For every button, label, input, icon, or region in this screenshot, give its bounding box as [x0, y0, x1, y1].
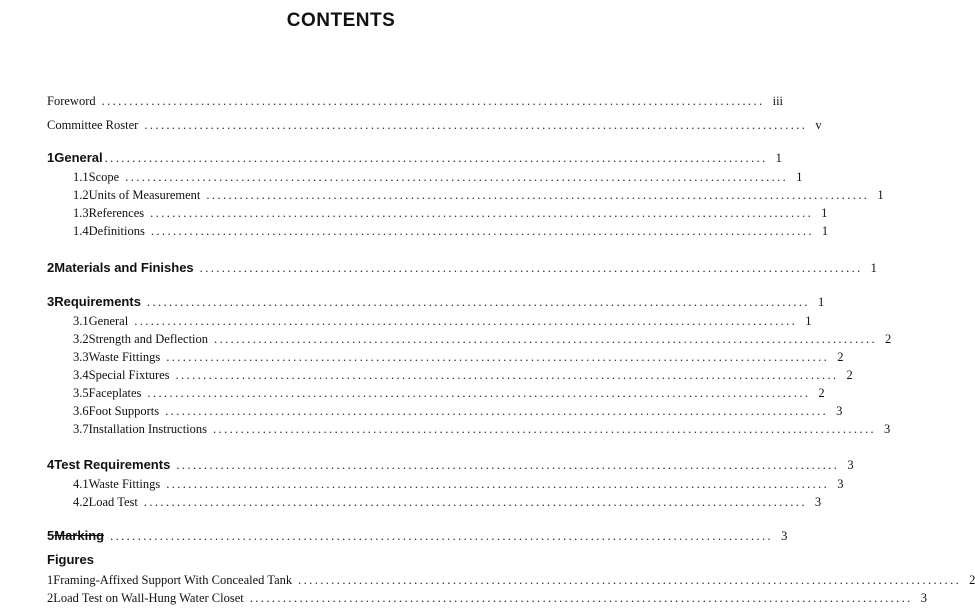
toc-page: 1: [821, 206, 828, 220]
toc-page: 1: [870, 261, 877, 275]
toc-section-1[interactable]: [47, 150, 782, 166]
section-number: 5: [47, 528, 55, 543]
section-number: 3: [47, 294, 55, 309]
subsection-title: References: [88, 206, 145, 220]
toc-page: 1: [821, 224, 829, 238]
subsection-title: Faceplates: [88, 386, 142, 400]
toc-page: 3: [837, 477, 844, 491]
subsection-number: 3.6: [73, 404, 89, 418]
toc-section-3[interactable]: [47, 294, 825, 310]
subsection-number: 4.2: [73, 495, 89, 509]
leader-dots: ........................................................................................................................: [199, 261, 863, 275]
subsection-number: 3.2: [73, 332, 89, 346]
page-title: CONTENTS: [286, 10, 396, 31]
toc-subsection[interactable]: [73, 421, 891, 437]
toc-section-2[interactable]: [47, 260, 877, 276]
leader-dots: ........................................................................................................................: [134, 314, 798, 328]
toc-label: Committee Roster: [47, 118, 139, 132]
subsection-title: Special Fixtures: [88, 368, 170, 382]
leader-dots: ........................................................................................................................: [176, 458, 840, 472]
leader-dots: ........................................................................................................................: [147, 386, 811, 400]
toc-page: 3: [781, 529, 788, 543]
subsection-title: Waste Fittings: [88, 350, 161, 364]
toc-page: 3: [920, 591, 927, 605]
subsection-number: 3.5: [73, 386, 89, 400]
subsection-title: General: [88, 314, 129, 328]
toc-page: 3: [836, 404, 843, 418]
toc-subsection[interactable]: [73, 169, 803, 185]
toc-subsection[interactable]: [73, 331, 892, 347]
toc-page: 3: [847, 458, 854, 472]
toc-label: Foreword: [47, 94, 96, 108]
figure-title: Load Test on Wall-Hung Water Closet: [53, 591, 244, 605]
toc-subsection[interactable]: [73, 223, 829, 239]
toc-section-4[interactable]: [47, 457, 854, 473]
leader-dots: ........................................................................................................................: [104, 151, 768, 165]
subsection-title: Load Test: [88, 495, 138, 509]
section-title: Marking: [54, 528, 105, 543]
leader-dots: ........................................................................................................................: [166, 477, 830, 491]
leader-dots: ........................................................................................................................: [214, 332, 878, 346]
section-number: 1: [47, 150, 55, 165]
toc-subsection[interactable]: [73, 313, 812, 329]
subsection-title: Installation Instructions: [88, 422, 208, 436]
subsection-title: Definitions: [88, 224, 145, 238]
figure-number: 2: [47, 591, 54, 605]
toc-page: 2: [969, 573, 975, 587]
toc-subsection[interactable]: [73, 349, 844, 365]
leader-dots: ........................................................................................................................: [166, 350, 830, 364]
leader-dots: ........................................................................................................................: [213, 422, 877, 436]
section-number: 2: [47, 260, 55, 275]
figures-heading: Figures: [47, 552, 94, 567]
leader-dots: ........................................................................................................................: [206, 188, 870, 202]
subsection-number: 3.1: [73, 314, 89, 328]
subsection-number: 3.4: [73, 368, 89, 382]
subsection-number: 1.4: [73, 224, 89, 238]
subsection-title: Waste Fittings: [88, 477, 161, 491]
section-title: Requirements: [54, 294, 141, 309]
subsection-number: 1.2: [73, 188, 89, 202]
toc-figure[interactable]: [47, 572, 975, 588]
leader-dots: ........................................................................................................................: [150, 224, 814, 238]
toc-page: 1: [817, 295, 825, 309]
toc-page: 3: [814, 495, 822, 509]
subsection-number: 4.1: [73, 477, 89, 491]
section-number: 4: [47, 457, 55, 472]
toc-page: 1: [775, 151, 782, 165]
toc-section-5[interactable]: [47, 528, 788, 544]
toc-page: 2: [846, 368, 853, 382]
toc-subsection[interactable]: [73, 187, 884, 203]
toc-page: 1: [877, 188, 884, 202]
toc-entry-committee-roster[interactable]: [47, 117, 822, 133]
toc-page: 1: [796, 170, 803, 184]
leader-dots: ........................................................................................................................: [143, 495, 807, 509]
leader-dots: ........................................................................................................................: [298, 573, 962, 587]
subsection-number: 3.3: [73, 350, 89, 364]
figure-title: Framing-Affixed Support With Concealed Tank: [53, 573, 293, 587]
leader-dots: ........................................................................................................................: [146, 295, 810, 309]
toc-page: 2: [818, 386, 825, 400]
leader-dots: ........................................................................................................................: [110, 529, 774, 543]
toc-page: 1: [805, 314, 812, 328]
figure-number: 1: [47, 573, 54, 587]
subsection-title: Strength and Deflection: [88, 332, 209, 346]
toc-entry-foreword[interactable]: [47, 93, 784, 109]
toc-page: v: [815, 118, 822, 132]
toc-subsection[interactable]: [73, 403, 843, 419]
toc-subsection[interactable]: [73, 385, 825, 401]
toc-subsection[interactable]: [73, 494, 822, 510]
leader-dots: ........................................................................................................................: [125, 170, 789, 184]
toc-subsection[interactable]: [73, 205, 828, 221]
section-title: Test Requirements: [54, 457, 171, 472]
toc-subsection[interactable]: [73, 367, 853, 383]
leader-dots: ........................................................................................................................: [175, 368, 839, 382]
leader-dots: ........................................................................................................................: [144, 118, 808, 132]
toc-subsection[interactable]: [73, 476, 844, 492]
toc-page: iii: [772, 94, 784, 108]
toc-page: 2: [837, 350, 844, 364]
leader-dots: ........................................................................................................................: [101, 94, 765, 108]
section-title: General: [54, 150, 103, 165]
section-title: Materials and Finishes: [54, 260, 194, 275]
leader-dots: ........................................................................................................................: [249, 591, 913, 605]
subsection-title: Units of Measurement: [88, 188, 201, 202]
subsection-title: Foot Supports: [88, 404, 160, 418]
toc-figure[interactable]: [47, 590, 927, 606]
subsection-number: 1.1: [73, 170, 89, 184]
subsection-number: 1.3: [73, 206, 89, 220]
subsection-title: Scope: [88, 170, 120, 184]
leader-dots: ........................................................................................................................: [165, 404, 829, 418]
toc-page: 2: [885, 332, 892, 346]
toc-page: 3: [884, 422, 891, 436]
leader-dots: ........................................................................................................................: [150, 206, 814, 220]
subsection-number: 3.7: [73, 422, 89, 436]
